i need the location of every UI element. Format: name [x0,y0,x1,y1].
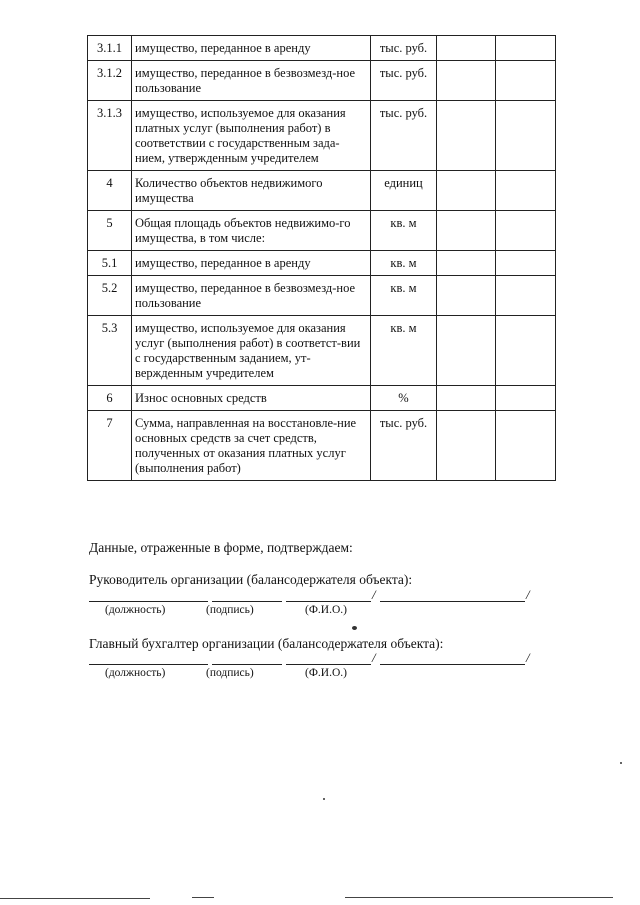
row-name-cell: имущество, используемое для оказания услуг (выполнения работ) в соответст-вии с государственным заданием, ут-вержденным учредителем [132,316,371,386]
row-unit-cell: кв. м [371,251,437,276]
accountant-caption-position: (должность) [105,667,166,679]
row-value-cell-1[interactable] [437,101,496,171]
row-value-cell-1[interactable] [437,316,496,386]
row-number-cell: 7 [88,411,132,481]
table-row [88,251,556,276]
row-name-cell: имущество, переданное в безвозмезд-ное пользование [132,61,371,101]
head-decoding-line[interactable] [380,601,525,602]
row-value-cell-1[interactable] [437,61,496,101]
row-number-cell: 3.1.1 [88,36,132,61]
row-number-cell: 3.1.2 [88,61,132,101]
scan-speck [620,762,622,764]
row-name-cell: имущество, переданное в безвозмезд-ное пользование [132,276,371,316]
row-unit-cell: тыс. руб. [371,36,437,61]
row-number-cell: 3.1.3 [88,101,132,171]
row-unit-cell: единиц [371,171,437,211]
row-value-cell-1[interactable] [437,171,496,211]
row-value-cell-1[interactable] [437,411,496,481]
head-name-line[interactable] [286,601,371,602]
scan-speck [352,626,357,630]
table-row [88,101,556,171]
row-name-cell: Сумма, направленная на восстановле-ние основных средств за счет средств, полученных от оказания платных услуг (выполнения работ) [132,411,371,481]
row-name-cell: Общая площадь объектов недвижимо-го имущества, в том числе: [132,211,371,251]
row-number-cell: 5.3 [88,316,132,386]
row-value-cell-2[interactable] [496,316,556,386]
accountant-caption-signature: (подпись) [206,667,254,679]
row-value-cell-1[interactable] [437,36,496,61]
row-name-cell: имущество, переданное в аренду [132,251,371,276]
accountant-slash-end: / [526,650,530,665]
head-position-line[interactable] [89,601,208,602]
row-number-cell: 4 [88,171,132,211]
accountant-position-line[interactable] [89,664,208,665]
table-body [88,36,556,481]
row-value-cell-1[interactable] [437,276,496,316]
head-signature-line[interactable] [212,601,282,602]
row-value-cell-2[interactable] [496,251,556,276]
head-slash-end: / [526,587,530,602]
table-row [88,411,556,481]
row-unit-cell: тыс. руб. [371,61,437,101]
row-unit-cell: кв. м [371,276,437,316]
confirmation-text: Данные, отраженные в форме, подтверждаем: [89,540,353,555]
row-value-cell-2[interactable] [496,211,556,251]
row-unit-cell: тыс. руб. [371,411,437,481]
row-name-cell: Износ основных средств [132,386,371,411]
row-value-cell-2[interactable] [496,411,556,481]
row-unit-cell: % [371,386,437,411]
row-value-cell-2[interactable] [496,36,556,61]
accountant-caption-name: (Ф.И.О.) [305,667,347,679]
head-caption-name: (Ф.И.О.) [305,604,347,616]
table-row [88,276,556,316]
row-number-cell: 5.2 [88,276,132,316]
row-number-cell: 5.1 [88,251,132,276]
row-value-cell-1[interactable] [437,211,496,251]
table-row [88,211,556,251]
table-row [88,316,556,386]
row-value-cell-2[interactable] [496,101,556,171]
head-caption-signature: (подпись) [206,604,254,616]
row-name-cell: имущество, используемое для оказания платных услуг (выполнения работ) в соответствии с государственным зада-нием, утвержденным учредителем [132,101,371,171]
head-signature-title: Руководитель организации (балансодержателя объекта): [89,572,413,587]
property-report-table [87,35,556,481]
row-unit-cell: кв. м [371,316,437,386]
row-unit-cell: тыс. руб. [371,101,437,171]
table-row [88,61,556,101]
accountant-name-line[interactable] [286,664,371,665]
head-slash: / [372,587,376,602]
row-name-cell: имущество, переданное в аренду [132,36,371,61]
bottom-rule [345,897,613,898]
scan-speck [323,798,325,800]
row-value-cell-1[interactable] [437,386,496,411]
table-row [88,36,556,61]
table-row [88,386,556,411]
bottom-rule [192,897,214,898]
accountant-signature-line[interactable] [212,664,282,665]
accountant-signature-title: Главный бухгалтер организации (балансодержателя объекта): [89,636,444,651]
row-number-cell: 5 [88,211,132,251]
row-value-cell-2[interactable] [496,386,556,411]
table-row [88,171,556,211]
accountant-decoding-line[interactable] [380,664,525,665]
row-value-cell-2[interactable] [496,276,556,316]
row-value-cell-2[interactable] [496,61,556,101]
row-number-cell: 6 [88,386,132,411]
bottom-rule [0,898,150,899]
head-caption-position: (должность) [105,604,166,616]
row-value-cell-1[interactable] [437,251,496,276]
row-name-cell: Количество объектов недвижимого имущества [132,171,371,211]
row-value-cell-2[interactable] [496,171,556,211]
accountant-slash: / [372,650,376,665]
row-unit-cell: кв. м [371,211,437,251]
